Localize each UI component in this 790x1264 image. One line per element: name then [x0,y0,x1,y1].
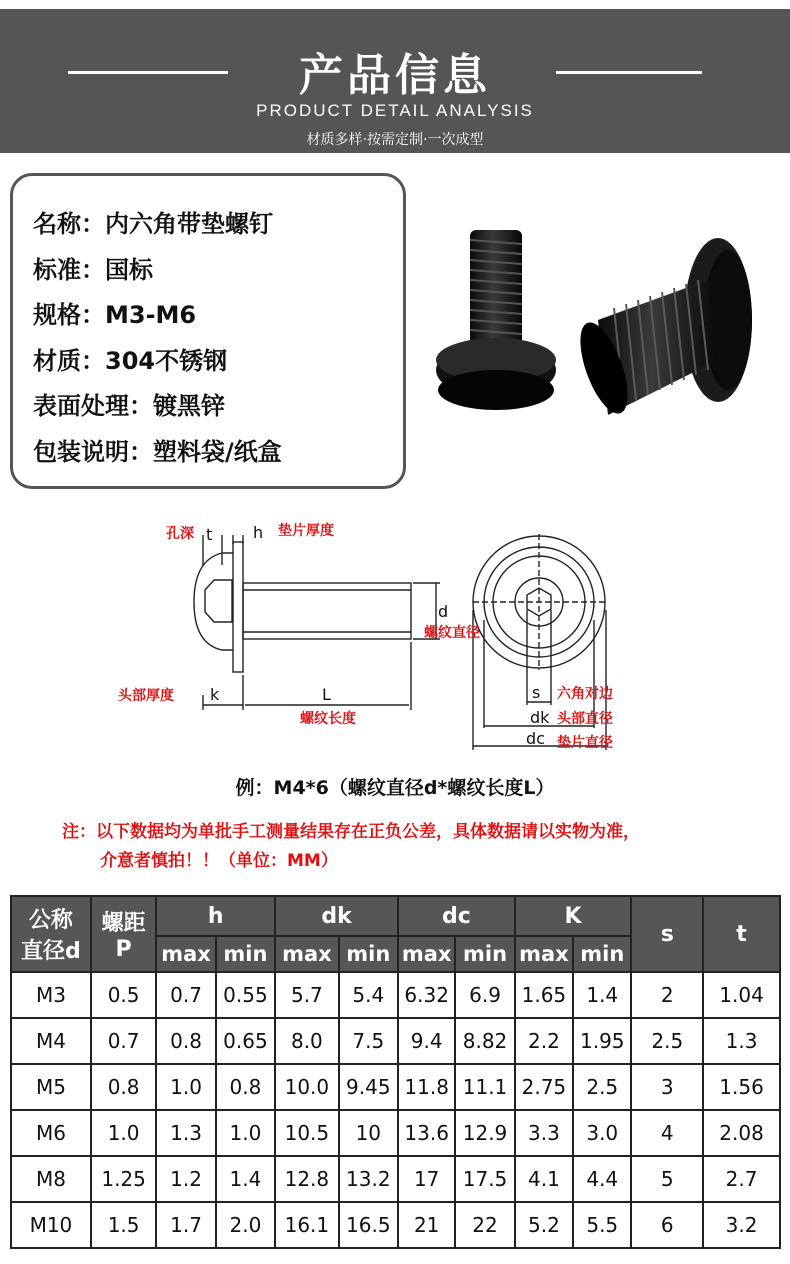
table-cell: 1.0 [156,1064,215,1110]
table-cell: 1.5 [91,1202,157,1248]
table-cell: 0.65 [216,1018,275,1064]
table-cell: 4.1 [515,1156,573,1202]
table-cell: 0.8 [91,1064,157,1110]
table-cell: 1.25 [91,1156,157,1202]
th-dc: dc [398,896,515,936]
product-info-box [10,173,406,489]
note-line-2: 介意者慎拍！！（单位：MM） [100,851,338,871]
table-cell: 2.7 [703,1156,780,1202]
table-cell: 1.56 [703,1064,780,1110]
table-row [11,1202,780,1248]
th-dc-max: max [398,936,455,972]
table-cell: 1.4 [216,1156,275,1202]
th-pitch: 螺距 P [91,896,157,972]
table-cell: 3.0 [573,1110,631,1156]
table-row [11,1018,780,1064]
thread-shank-outline [243,583,411,639]
table-row [11,1110,780,1156]
label-h: h [253,523,264,542]
table-cell: 0.55 [216,972,275,1018]
table-cell: 10 [339,1110,398,1156]
label-dc: dc [526,729,545,748]
th-s: s [631,896,703,972]
table-cell: 17.5 [455,1156,514,1202]
info-material: 材质：304不锈钢 [33,347,228,375]
label-washer-diameter: 垫片直径 [557,735,613,751]
table-cell: 5.7 [275,972,338,1018]
note-line-1: 注：以下数据均为单批手工测量结果存在正负公差，具体数据请以实物为准， [62,822,640,842]
label-thread-diameter: 螺纹直径 [424,625,480,641]
header-banner [0,9,790,153]
table-cell: 0.5 [91,972,157,1018]
table-cell: 2.5 [631,1018,703,1064]
table-cell: 12.8 [275,1156,338,1202]
table-cell: 6 [631,1202,703,1248]
label-s: s [532,683,541,702]
th-nominal-diameter: 公称 直径d [11,896,91,972]
table-cell: 2.0 [216,1202,275,1248]
th-dk: dk [275,896,398,936]
table-cell: 12.9 [455,1110,514,1156]
label-head-thickness: 头部厚度 [118,688,174,704]
table-cell: 1.3 [156,1110,215,1156]
table-cell: 8.82 [455,1018,514,1064]
th-K: K [515,896,632,936]
table-cell: 2 [631,972,703,1018]
table-cell: 13.6 [398,1110,455,1156]
table-cell: 3.3 [515,1110,573,1156]
th-t: t [703,896,780,972]
dimension-diagram [0,510,790,770]
info-spec: 规格：M3-M6 [33,301,197,329]
hex-socket-outline [205,580,232,622]
table-cell: 5.5 [573,1202,631,1248]
table-cell: 0.7 [156,972,215,1018]
info-name: 名称：内六角带垫螺钉 [33,210,273,238]
table-cell: 11.1 [455,1064,514,1110]
info-surface: 表面处理：镀黑锌 [33,392,225,420]
table-row [11,972,780,1018]
product-photo [418,200,788,440]
screw-head-outline [194,553,233,650]
washer-outline [233,542,243,672]
table-cell: 21 [398,1202,455,1248]
screw-vertical [436,230,556,410]
table-cell: 10.0 [275,1064,338,1110]
th-h: h [156,896,275,936]
table-cell: 1.7 [156,1202,215,1248]
table-cell: 5.2 [515,1202,573,1248]
table-cell: 4.4 [573,1156,631,1202]
table-cell: 1.0 [91,1110,157,1156]
table-cell: 7.5 [339,1018,398,1064]
table-cell: 9.4 [398,1018,455,1064]
table-cell: M3 [11,972,91,1018]
table-cell: 6.9 [455,972,514,1018]
table-cell: M4 [11,1018,91,1064]
spec-table-body [11,972,780,1248]
th-h-max: max [156,936,215,972]
table-cell: M6 [11,1110,91,1156]
table-cell: 1.2 [156,1156,215,1202]
th-K-min: min [573,936,631,972]
table-cell: 5.4 [339,972,398,1018]
table-cell: 17 [398,1156,455,1202]
info-packaging: 包装说明：塑料袋/纸盒 [33,438,282,466]
th-dk-max: max [275,936,338,972]
th-dk-min: min [339,936,398,972]
page-subtitle: PRODUCT DETAIL ANALYSIS [256,101,534,120]
th-K-max: max [515,936,573,972]
page-tagline: 材质多样·按需定制·一次成型 [306,132,484,148]
table-cell: 10.5 [275,1110,338,1156]
table-cell: M10 [11,1202,91,1248]
table-cell: 2.5 [573,1064,631,1110]
table-cell: 2.2 [515,1018,573,1064]
table-cell: 2.75 [515,1064,573,1110]
table-cell: 0.8 [156,1018,215,1064]
label-hex-across-flats: 六角对边 [557,686,613,702]
label-d: d [438,602,449,621]
table-row [11,1156,780,1202]
table-cell: 9.45 [339,1064,398,1110]
table-cell: 13.2 [339,1156,398,1202]
table-cell: 1.95 [573,1018,631,1064]
table-cell: 8.0 [275,1018,338,1064]
measurement-note [62,818,762,876]
spec-table [10,895,781,1249]
table-cell: 4 [631,1110,703,1156]
table-cell: 5 [631,1156,703,1202]
table-cell: M8 [11,1156,91,1202]
table-cell: 3.2 [703,1202,780,1248]
label-k: k [210,685,220,704]
label-t: t [206,525,213,544]
label-L: L [322,685,331,704]
screw-horizontal [571,238,752,419]
label-hole-depth: 孔深 [166,526,194,542]
page-title: 产品信息 [299,50,491,101]
th-dc-min: min [455,936,514,972]
table-cell: M5 [11,1064,91,1110]
table-cell: 1.04 [703,972,780,1018]
table-cell: 0.8 [216,1064,275,1110]
label-head-diameter: 头部直径 [557,711,613,727]
table-cell: 1.65 [515,972,573,1018]
table-cell: 2.08 [703,1110,780,1156]
label-thread-length: 螺纹长度 [300,711,356,727]
table-cell: 22 [455,1202,514,1248]
th-h-min: min [216,936,275,972]
table-cell: 6.32 [398,972,455,1018]
table-cell: 1.0 [216,1110,275,1156]
label-washer-thickness: 垫片厚度 [278,523,334,539]
table-cell: 1.3 [703,1018,780,1064]
label-dk: dk [530,708,550,727]
table-cell: 1.4 [573,972,631,1018]
table-cell: 11.8 [398,1064,455,1110]
table-cell: 16.5 [339,1202,398,1248]
table-cell: 0.7 [91,1018,157,1064]
table-cell: 3 [631,1064,703,1110]
example-caption: 例：M4*6（螺纹直径d*螺纹长度L） [235,777,555,799]
info-standard: 标准：国标 [33,256,153,284]
table-row [11,1064,780,1110]
table-cell: 16.1 [275,1202,338,1248]
